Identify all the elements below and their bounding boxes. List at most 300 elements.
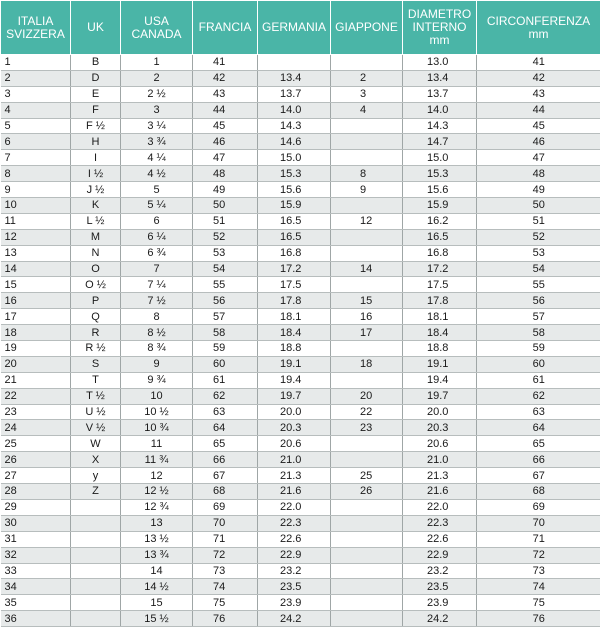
cell-germania: 15.3 bbox=[258, 166, 331, 182]
cell-germania: 20.3 bbox=[258, 420, 331, 436]
table-row bbox=[1, 499, 600, 515]
cell-usa: 13 ¾ bbox=[121, 547, 193, 563]
cell-uk bbox=[71, 515, 121, 531]
cell-giappone: 23 bbox=[331, 420, 403, 436]
cell-circonferenza: 51 bbox=[477, 213, 600, 229]
cell-usa: 15 ½ bbox=[121, 611, 193, 627]
cell-diametro: 16.8 bbox=[403, 245, 477, 261]
cell-uk bbox=[71, 563, 121, 579]
cell-diametro: 20.3 bbox=[403, 420, 477, 436]
cell-giappone: 25 bbox=[331, 468, 403, 484]
table-row bbox=[1, 55, 600, 71]
cell-giappone bbox=[331, 118, 403, 134]
cell-francia: 66 bbox=[193, 452, 258, 468]
cell-francia: 47 bbox=[193, 150, 258, 166]
cell-usa: 2 bbox=[121, 70, 193, 86]
cell-giappone: 20 bbox=[331, 388, 403, 404]
cell-francia: 68 bbox=[193, 484, 258, 500]
table-row bbox=[1, 118, 600, 134]
cell-germania: 16.5 bbox=[258, 229, 331, 245]
cell-germania: 18.4 bbox=[258, 325, 331, 341]
cell-italia: 13 bbox=[1, 245, 71, 261]
cell-germania: 15.9 bbox=[258, 198, 331, 214]
cell-germania: 15.6 bbox=[258, 182, 331, 198]
table-header-row bbox=[1, 1, 600, 55]
cell-germania: 20.6 bbox=[258, 436, 331, 452]
cell-diametro: 23.5 bbox=[403, 579, 477, 595]
cell-italia: 15 bbox=[1, 277, 71, 293]
cell-giappone: 14 bbox=[331, 261, 403, 277]
cell-italia: 2 bbox=[1, 70, 71, 86]
table-row bbox=[1, 245, 600, 261]
cell-circonferenza: 59 bbox=[477, 341, 600, 357]
cell-diametro: 20.6 bbox=[403, 436, 477, 452]
cell-uk: B bbox=[71, 55, 121, 71]
cell-diametro: 14.0 bbox=[403, 102, 477, 118]
cell-germania: 16.8 bbox=[258, 245, 331, 261]
table-row bbox=[1, 436, 600, 452]
cell-giappone bbox=[331, 611, 403, 627]
cell-francia: 71 bbox=[193, 531, 258, 547]
cell-francia: 50 bbox=[193, 198, 258, 214]
cell-italia: 5 bbox=[1, 118, 71, 134]
cell-circonferenza: 61 bbox=[477, 372, 600, 388]
cell-uk: S bbox=[71, 356, 121, 372]
cell-uk bbox=[71, 499, 121, 515]
cell-uk: M bbox=[71, 229, 121, 245]
table-row bbox=[1, 150, 600, 166]
cell-circonferenza: 63 bbox=[477, 404, 600, 420]
cell-usa: 12 ¾ bbox=[121, 499, 193, 515]
cell-diametro: 15.0 bbox=[403, 150, 477, 166]
cell-germania: 22.3 bbox=[258, 515, 331, 531]
cell-germania: 19.1 bbox=[258, 356, 331, 372]
cell-usa: 9 bbox=[121, 356, 193, 372]
cell-francia: 51 bbox=[193, 213, 258, 229]
cell-francia: 70 bbox=[193, 515, 258, 531]
table-row bbox=[1, 611, 600, 627]
cell-italia: 12 bbox=[1, 229, 71, 245]
header-francia: FRANCIA bbox=[193, 1, 258, 55]
cell-francia: 55 bbox=[193, 277, 258, 293]
cell-francia: 61 bbox=[193, 372, 258, 388]
cell-francia: 52 bbox=[193, 229, 258, 245]
table-row bbox=[1, 277, 600, 293]
cell-usa: 10 bbox=[121, 388, 193, 404]
cell-italia: 7 bbox=[1, 150, 71, 166]
cell-diametro: 24.2 bbox=[403, 611, 477, 627]
cell-francia: 67 bbox=[193, 468, 258, 484]
cell-circonferenza: 74 bbox=[477, 579, 600, 595]
cell-uk bbox=[71, 547, 121, 563]
cell-uk: R bbox=[71, 325, 121, 341]
cell-diametro: 22.0 bbox=[403, 499, 477, 515]
cell-francia: 45 bbox=[193, 118, 258, 134]
cell-italia: 26 bbox=[1, 452, 71, 468]
table-row bbox=[1, 563, 600, 579]
cell-diametro: 17.2 bbox=[403, 261, 477, 277]
cell-uk bbox=[71, 531, 121, 547]
cell-diametro: 21.3 bbox=[403, 468, 477, 484]
cell-uk: X bbox=[71, 452, 121, 468]
cell-uk: L ½ bbox=[71, 213, 121, 229]
cell-diametro: 18.4 bbox=[403, 325, 477, 341]
cell-uk: I bbox=[71, 150, 121, 166]
table-row bbox=[1, 261, 600, 277]
cell-germania: 23.5 bbox=[258, 579, 331, 595]
cell-diametro: 19.4 bbox=[403, 372, 477, 388]
cell-francia: 76 bbox=[193, 611, 258, 627]
cell-diametro: 14.7 bbox=[403, 134, 477, 150]
cell-uk: O bbox=[71, 261, 121, 277]
table-row bbox=[1, 102, 600, 118]
cell-circonferenza: 49 bbox=[477, 182, 600, 198]
table-row bbox=[1, 213, 600, 229]
cell-usa: 8 ¾ bbox=[121, 341, 193, 357]
cell-francia: 69 bbox=[193, 499, 258, 515]
cell-germania: 14.6 bbox=[258, 134, 331, 150]
cell-circonferenza: 58 bbox=[477, 325, 600, 341]
cell-diametro: 13.4 bbox=[403, 70, 477, 86]
cell-uk bbox=[71, 579, 121, 595]
header-usa-canada: USA CANADA bbox=[121, 1, 193, 55]
header-uk: UK bbox=[71, 1, 121, 55]
cell-circonferenza: 47 bbox=[477, 150, 600, 166]
table-row bbox=[1, 452, 600, 468]
table-row bbox=[1, 515, 600, 531]
cell-italia: 30 bbox=[1, 515, 71, 531]
cell-giappone bbox=[331, 341, 403, 357]
cell-giappone bbox=[331, 245, 403, 261]
cell-italia: 8 bbox=[1, 166, 71, 182]
cell-francia: 75 bbox=[193, 595, 258, 611]
cell-giappone: 16 bbox=[331, 309, 403, 325]
cell-italia: 17 bbox=[1, 309, 71, 325]
header-giappone: GIAPPONE bbox=[331, 1, 403, 55]
cell-uk: F bbox=[71, 102, 121, 118]
cell-circonferenza: 53 bbox=[477, 245, 600, 261]
table-row bbox=[1, 325, 600, 341]
cell-giappone bbox=[331, 579, 403, 595]
cell-italia: 19 bbox=[1, 341, 71, 357]
cell-diametro: 22.3 bbox=[403, 515, 477, 531]
cell-francia: 57 bbox=[193, 309, 258, 325]
cell-usa: 9 ¾ bbox=[121, 372, 193, 388]
cell-giappone bbox=[331, 150, 403, 166]
cell-francia: 48 bbox=[193, 166, 258, 182]
cell-francia: 41 bbox=[193, 55, 258, 71]
cell-germania: 24.2 bbox=[258, 611, 331, 627]
cell-uk: K bbox=[71, 198, 121, 214]
cell-diametro: 22.6 bbox=[403, 531, 477, 547]
cell-italia: 3 bbox=[1, 86, 71, 102]
cell-italia: 16 bbox=[1, 293, 71, 309]
cell-francia: 62 bbox=[193, 388, 258, 404]
cell-diametro: 19.1 bbox=[403, 356, 477, 372]
table-row bbox=[1, 198, 600, 214]
cell-francia: 58 bbox=[193, 325, 258, 341]
table-row bbox=[1, 70, 600, 86]
cell-giappone bbox=[331, 547, 403, 563]
cell-germania: 13.7 bbox=[258, 86, 331, 102]
cell-circonferenza: 43 bbox=[477, 86, 600, 102]
cell-francia: 63 bbox=[193, 404, 258, 420]
cell-usa: 5 ¼ bbox=[121, 198, 193, 214]
cell-usa: 1 bbox=[121, 55, 193, 71]
cell-germania: 23.2 bbox=[258, 563, 331, 579]
cell-circonferenza: 60 bbox=[477, 356, 600, 372]
cell-circonferenza: 44 bbox=[477, 102, 600, 118]
table-row bbox=[1, 547, 600, 563]
cell-usa: 2 ½ bbox=[121, 86, 193, 102]
cell-circonferenza: 52 bbox=[477, 229, 600, 245]
cell-francia: 65 bbox=[193, 436, 258, 452]
cell-italia: 25 bbox=[1, 436, 71, 452]
cell-circonferenza: 66 bbox=[477, 452, 600, 468]
cell-giappone: 9 bbox=[331, 182, 403, 198]
cell-uk: Q bbox=[71, 309, 121, 325]
cell-francia: 74 bbox=[193, 579, 258, 595]
cell-francia: 53 bbox=[193, 245, 258, 261]
cell-francia: 64 bbox=[193, 420, 258, 436]
cell-usa: 6 ¾ bbox=[121, 245, 193, 261]
cell-italia: 1 bbox=[1, 55, 71, 71]
table-row bbox=[1, 356, 600, 372]
cell-italia: 34 bbox=[1, 579, 71, 595]
cell-diametro: 20.0 bbox=[403, 404, 477, 420]
cell-germania bbox=[258, 55, 331, 71]
table-row bbox=[1, 86, 600, 102]
cell-germania: 17.2 bbox=[258, 261, 331, 277]
cell-diametro: 16.5 bbox=[403, 229, 477, 245]
cell-uk: T bbox=[71, 372, 121, 388]
cell-usa: 11 ¾ bbox=[121, 452, 193, 468]
cell-giappone bbox=[331, 452, 403, 468]
cell-usa: 5 bbox=[121, 182, 193, 198]
cell-diametro: 18.1 bbox=[403, 309, 477, 325]
cell-diametro: 15.9 bbox=[403, 198, 477, 214]
cell-germania: 21.0 bbox=[258, 452, 331, 468]
cell-italia: 24 bbox=[1, 420, 71, 436]
cell-uk: N bbox=[71, 245, 121, 261]
cell-circonferenza: 57 bbox=[477, 309, 600, 325]
cell-italia: 14 bbox=[1, 261, 71, 277]
table-row bbox=[1, 372, 600, 388]
cell-uk: V ½ bbox=[71, 420, 121, 436]
cell-circonferenza: 46 bbox=[477, 134, 600, 150]
cell-italia: 31 bbox=[1, 531, 71, 547]
cell-giappone bbox=[331, 55, 403, 71]
cell-giappone bbox=[331, 563, 403, 579]
cell-germania: 15.0 bbox=[258, 150, 331, 166]
cell-italia: 33 bbox=[1, 563, 71, 579]
cell-germania: 18.1 bbox=[258, 309, 331, 325]
cell-italia: 20 bbox=[1, 356, 71, 372]
cell-giappone: 8 bbox=[331, 166, 403, 182]
cell-italia: 36 bbox=[1, 611, 71, 627]
cell-diametro: 16.2 bbox=[403, 213, 477, 229]
table-row bbox=[1, 404, 600, 420]
cell-italia: 4 bbox=[1, 102, 71, 118]
cell-circonferenza: 41 bbox=[477, 55, 600, 71]
cell-diametro: 15.3 bbox=[403, 166, 477, 182]
cell-germania: 18.8 bbox=[258, 341, 331, 357]
cell-francia: 73 bbox=[193, 563, 258, 579]
cell-giappone: 15 bbox=[331, 293, 403, 309]
cell-circonferenza: 54 bbox=[477, 261, 600, 277]
cell-uk: y bbox=[71, 468, 121, 484]
cell-germania: 22.6 bbox=[258, 531, 331, 547]
cell-usa: 13 bbox=[121, 515, 193, 531]
cell-francia: 43 bbox=[193, 86, 258, 102]
cell-circonferenza: 55 bbox=[477, 277, 600, 293]
cell-giappone bbox=[331, 229, 403, 245]
cell-usa: 8 ½ bbox=[121, 325, 193, 341]
cell-circonferenza: 76 bbox=[477, 611, 600, 627]
cell-germania: 16.5 bbox=[258, 213, 331, 229]
cell-francia: 49 bbox=[193, 182, 258, 198]
cell-germania: 19.4 bbox=[258, 372, 331, 388]
cell-giappone: 2 bbox=[331, 70, 403, 86]
cell-circonferenza: 56 bbox=[477, 293, 600, 309]
cell-circonferenza: 67 bbox=[477, 468, 600, 484]
table-row bbox=[1, 134, 600, 150]
cell-diametro: 23.9 bbox=[403, 595, 477, 611]
cell-usa: 7 ¼ bbox=[121, 277, 193, 293]
cell-germania: 22.9 bbox=[258, 547, 331, 563]
cell-germania: 21.6 bbox=[258, 484, 331, 500]
cell-italia: 22 bbox=[1, 388, 71, 404]
cell-italia: 23 bbox=[1, 404, 71, 420]
table-row bbox=[1, 468, 600, 484]
cell-circonferenza: 71 bbox=[477, 531, 600, 547]
cell-circonferenza: 70 bbox=[477, 515, 600, 531]
table-row bbox=[1, 293, 600, 309]
cell-germania: 23.9 bbox=[258, 595, 331, 611]
table-row bbox=[1, 388, 600, 404]
cell-giappone: 4 bbox=[331, 102, 403, 118]
header-italia-svizzera: ITALIA SVIZZERA bbox=[1, 1, 71, 55]
cell-germania: 17.5 bbox=[258, 277, 331, 293]
cell-francia: 56 bbox=[193, 293, 258, 309]
header-circonferenza: CIRCONFERENZA mm bbox=[477, 1, 600, 55]
cell-usa: 13 ½ bbox=[121, 531, 193, 547]
cell-germania: 14.0 bbox=[258, 102, 331, 118]
cell-circonferenza: 45 bbox=[477, 118, 600, 134]
cell-uk: U ½ bbox=[71, 404, 121, 420]
cell-giappone bbox=[331, 436, 403, 452]
cell-giappone bbox=[331, 372, 403, 388]
table-row bbox=[1, 309, 600, 325]
cell-germania: 13.4 bbox=[258, 70, 331, 86]
cell-uk: E bbox=[71, 86, 121, 102]
cell-usa: 10 ¾ bbox=[121, 420, 193, 436]
cell-circonferenza: 42 bbox=[477, 70, 600, 86]
cell-uk: J ½ bbox=[71, 182, 121, 198]
cell-diametro: 18.8 bbox=[403, 341, 477, 357]
cell-circonferenza: 72 bbox=[477, 547, 600, 563]
cell-diametro: 14.3 bbox=[403, 118, 477, 134]
header-diametro-interno: DIAMETRO INTERNO mm bbox=[403, 1, 477, 55]
table-row bbox=[1, 531, 600, 547]
table-row bbox=[1, 579, 600, 595]
cell-italia: 6 bbox=[1, 134, 71, 150]
cell-germania: 14.3 bbox=[258, 118, 331, 134]
cell-uk: O ½ bbox=[71, 277, 121, 293]
cell-uk: R ½ bbox=[71, 341, 121, 357]
cell-giappone: 18 bbox=[331, 356, 403, 372]
table-row bbox=[1, 166, 600, 182]
cell-uk: Z bbox=[71, 484, 121, 500]
cell-usa: 12 ½ bbox=[121, 484, 193, 500]
cell-germania: 22.0 bbox=[258, 499, 331, 515]
cell-giappone: 26 bbox=[331, 484, 403, 500]
cell-diametro: 17.5 bbox=[403, 277, 477, 293]
cell-germania: 17.8 bbox=[258, 293, 331, 309]
cell-italia: 35 bbox=[1, 595, 71, 611]
cell-italia: 27 bbox=[1, 468, 71, 484]
cell-circonferenza: 75 bbox=[477, 595, 600, 611]
cell-germania: 19.7 bbox=[258, 388, 331, 404]
cell-giappone bbox=[331, 198, 403, 214]
table-row bbox=[1, 229, 600, 245]
cell-italia: 32 bbox=[1, 547, 71, 563]
cell-circonferenza: 62 bbox=[477, 388, 600, 404]
cell-diametro: 23.2 bbox=[403, 563, 477, 579]
table-row bbox=[1, 420, 600, 436]
cell-usa: 10 ½ bbox=[121, 404, 193, 420]
cell-usa: 3 ¼ bbox=[121, 118, 193, 134]
cell-usa: 14 bbox=[121, 563, 193, 579]
cell-usa: 6 bbox=[121, 213, 193, 229]
cell-uk bbox=[71, 595, 121, 611]
cell-italia: 28 bbox=[1, 484, 71, 500]
cell-usa: 12 bbox=[121, 468, 193, 484]
cell-italia: 9 bbox=[1, 182, 71, 198]
cell-usa: 14 ½ bbox=[121, 579, 193, 595]
table-row bbox=[1, 341, 600, 357]
cell-francia: 60 bbox=[193, 356, 258, 372]
cell-uk: W bbox=[71, 436, 121, 452]
cell-usa: 7 bbox=[121, 261, 193, 277]
header-germania: GERMANIA bbox=[258, 1, 331, 55]
table-row bbox=[1, 484, 600, 500]
cell-giappone bbox=[331, 134, 403, 150]
cell-diametro: 21.0 bbox=[403, 452, 477, 468]
cell-giappone: 3 bbox=[331, 86, 403, 102]
cell-uk: F ½ bbox=[71, 118, 121, 134]
cell-usa: 7 ½ bbox=[121, 293, 193, 309]
cell-giappone: 17 bbox=[331, 325, 403, 341]
cell-germania: 20.0 bbox=[258, 404, 331, 420]
cell-francia: 46 bbox=[193, 134, 258, 150]
cell-diametro: 19.7 bbox=[403, 388, 477, 404]
cell-usa: 11 bbox=[121, 436, 193, 452]
cell-diametro: 13.0 bbox=[403, 55, 477, 71]
cell-italia: 21 bbox=[1, 372, 71, 388]
cell-uk: D bbox=[71, 70, 121, 86]
cell-giappone bbox=[331, 531, 403, 547]
cell-francia: 54 bbox=[193, 261, 258, 277]
cell-giappone bbox=[331, 499, 403, 515]
cell-giappone: 12 bbox=[331, 213, 403, 229]
cell-usa: 6 ¼ bbox=[121, 229, 193, 245]
cell-usa: 3 ¾ bbox=[121, 134, 193, 150]
cell-usa: 15 bbox=[121, 595, 193, 611]
cell-francia: 72 bbox=[193, 547, 258, 563]
cell-usa: 3 bbox=[121, 102, 193, 118]
table-body bbox=[1, 55, 600, 627]
